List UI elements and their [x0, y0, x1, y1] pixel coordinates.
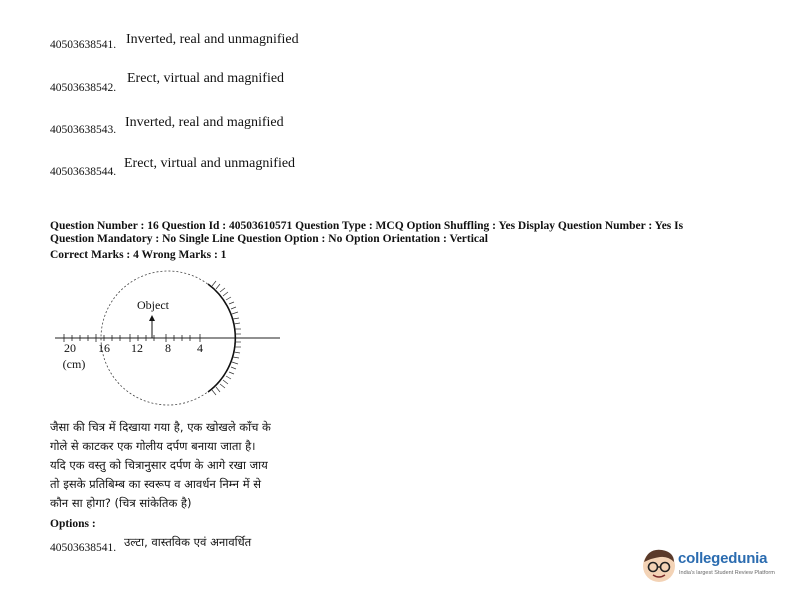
mirror-diagram	[40, 262, 290, 412]
tick-label-12: 12	[131, 341, 143, 355]
object-arrowhead	[149, 315, 155, 321]
mascot-icon	[640, 546, 678, 586]
option-text-4: Erect, virtual and unmagnified	[124, 156, 296, 171]
question-meta-line-3: Correct Marks : 4 Wrong Marks : 1	[50, 249, 227, 261]
options-label: Options :	[50, 518, 96, 530]
tick-label-4: 4	[197, 341, 203, 355]
tick-label-16: 16	[98, 341, 110, 355]
option-id-1: 40503638541.	[50, 39, 117, 51]
logo-tagline: India's largest Student Review Platform	[679, 570, 775, 576]
question-text-line-4: तो इसके प्रतिबिम्ब का स्वरूप व आवर्धन निम्न में से	[50, 477, 262, 491]
tick-label-20: 20	[64, 341, 76, 355]
option-text-2: Erect, virtual and magnified	[127, 71, 285, 86]
collegedunia-logo	[640, 546, 780, 586]
question-text-line-2: गोले से काटकर एक गोलीय दर्पण बनाया जाता है।	[50, 439, 256, 453]
object-label: Object	[137, 298, 169, 312]
question-meta-line-2: Question Mandatory : No Single Line Question Option : No Option Orientation : Vertical	[50, 233, 488, 245]
question-text	[50, 418, 271, 513]
question-text-line-3: यदि एक वस्तु को चित्रानुसार दर्पण के आगे रखा जाय	[50, 458, 268, 472]
option-id-2: 40503638542.	[50, 82, 117, 94]
unit-label: (cm)	[62, 357, 86, 371]
option-id-bottom-1: 40503638541.	[50, 542, 117, 554]
question-text-line-1: जैसा की चित्र में दिखाया गया है, एक खोखले काँच के	[50, 420, 271, 434]
option-id-4: 40503638544.	[50, 166, 117, 178]
logo-name: collegedunia	[678, 550, 768, 567]
option-text-3: Inverted, real and magnified	[125, 115, 284, 130]
question-text-line-5: कौन सा होगा? (चित्र सांकेतिक है)	[50, 496, 192, 510]
option-id-3: 40503638543.	[50, 124, 117, 136]
option-text-1: Inverted, real and unmagnified	[126, 32, 299, 47]
question-meta-line-1: Question Number : 16 Question Id : 40503610571 Question Type : MCQ Option Shuffling : Yes Display Question Number : Yes Is	[50, 220, 684, 232]
tick-label-8: 8	[165, 341, 171, 355]
option-text-bottom-1: उल्टा, वास्तविक एवं अनावर्धित	[124, 535, 252, 549]
